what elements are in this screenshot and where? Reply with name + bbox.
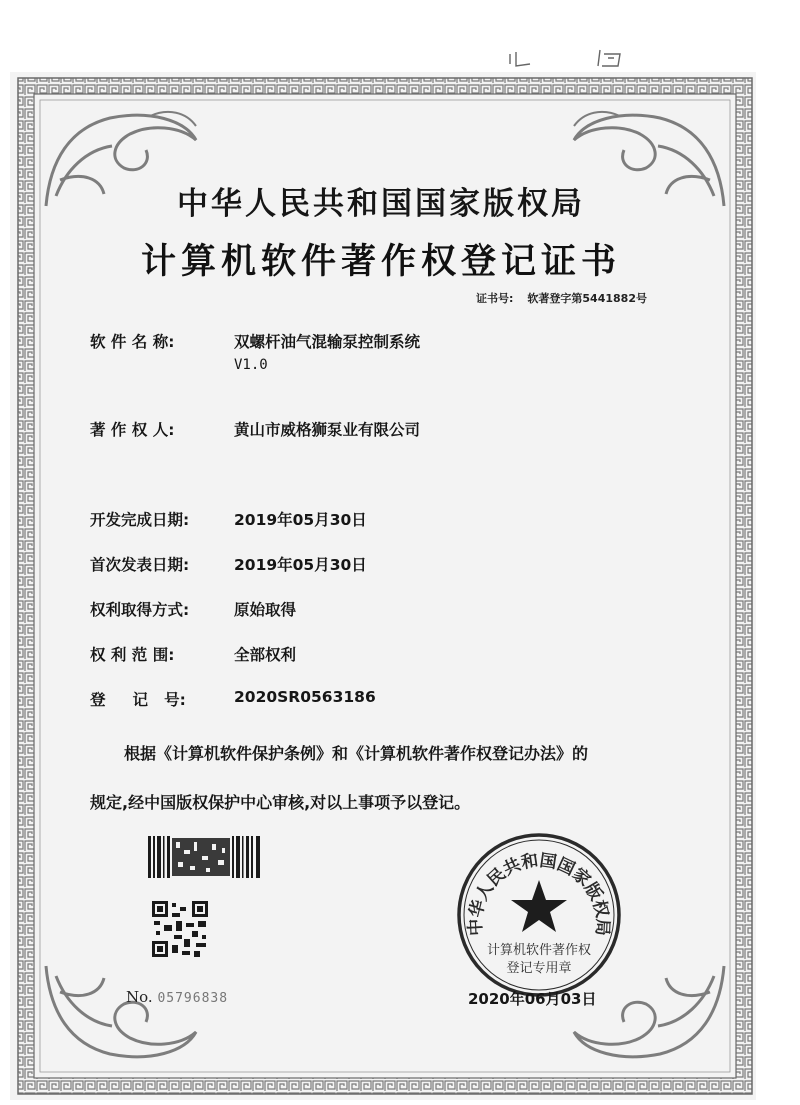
- handwritten-mark: [504, 44, 634, 70]
- rights-scope-value: 全部权利: [234, 646, 297, 664]
- publication-date-value: 2019年05月30日: [234, 556, 367, 574]
- software-version-value: V1.0: [234, 357, 268, 373]
- qr-code: [152, 901, 208, 957]
- software-name-value: 双螺杆油气混输泵控制系统: [234, 333, 421, 351]
- software-name-label: 软 件 名 称:: [90, 333, 175, 351]
- serial-number: [126, 988, 228, 1006]
- seal-ring-text: 中华人民共和国国家版权局: [465, 850, 613, 937]
- barcode: [148, 836, 260, 878]
- official-seal: [454, 830, 624, 1000]
- certificate-number-label: 证书号:: [476, 292, 514, 305]
- acquisition-method-label: 权利取得方式:: [90, 601, 190, 619]
- certificate-number-value: 软著登字第5441882号: [527, 292, 647, 305]
- completion-date-value: 2019年05月30日: [234, 511, 367, 529]
- certificate-number: [476, 290, 647, 306]
- rights-scope-label: 权 利 范 围:: [90, 646, 175, 664]
- copyright-owner-value: 黄山市威格狮泵业有限公司: [234, 421, 421, 439]
- seal-line-1: 计算机软件著作权: [486, 943, 592, 958]
- completion-date-label: 开发完成日期:: [90, 511, 190, 529]
- issuer-title: 中华人民共和国国家版权局: [177, 186, 585, 222]
- registration-number-label: 登 记 号:: [90, 691, 186, 709]
- issue-date: 2020年06月03日: [468, 990, 597, 1008]
- seal-line-2: 登记专用章: [506, 961, 572, 976]
- publication-date-label: 首次发表日期:: [90, 556, 190, 574]
- copyright-owner-label: 著 作 权 人:: [90, 421, 175, 439]
- registration-number-value: 2020SR0563186: [234, 688, 376, 706]
- statement-line-2: 规定,经中国版权保护中心审核,对以上事项予以登记。: [90, 793, 471, 812]
- corner-ornament-bottom-left: [46, 966, 196, 1057]
- serial-number-value: 05796838: [157, 991, 229, 1006]
- serial-prefix: No.: [126, 988, 153, 1006]
- statement-line-1: 根据《计算机软件保护条例》和《计算机软件著作权登记办法》的: [124, 744, 589, 763]
- certificate-title: 计算机软件著作权登记证书: [140, 241, 621, 282]
- acquisition-method-value: 原始取得: [234, 601, 297, 619]
- star-icon: [511, 880, 567, 932]
